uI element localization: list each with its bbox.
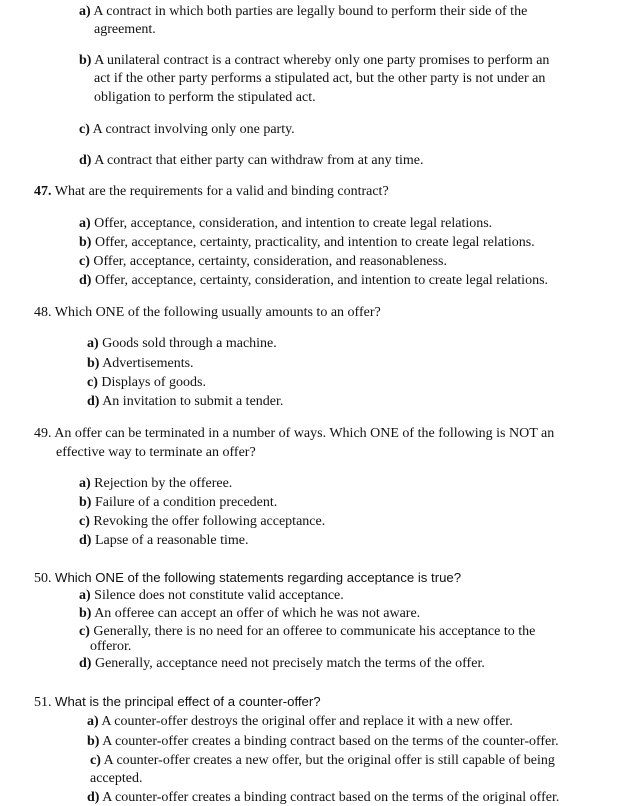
q49-option-d: d) Lapse of a reasonable time. [79,533,249,548]
q50-option-d: d) Generally, acceptance need not precisely match the terms of the offer. [79,656,485,671]
q47-option-d: d) Offer, acceptance, certainty, consideration, and intention to create legal relations. [79,273,549,288]
q46-option-d-letter: d) [79,153,92,168]
q46-option-a-line2: agreement. [94,22,156,37]
q50-option-b: b) An offeree can accept an offer of which he was not aware. [79,606,421,621]
q46-option-b-letter: b) [79,53,92,68]
q47-option-c: c) Offer, acceptance, certainty, consideration, and reasonableness. [79,254,447,269]
q48-option-a: a) Goods sold through a machine. [87,336,277,351]
q50-option-a: a) Silence does not constitute valid acceptance. [79,588,344,603]
q47-option-b: b) Offer, acceptance, certainty, practicality, and intention to create legal relations. [79,235,535,250]
q46-option-a: a) A contract in which both parties are legally bound to perform their side of the [79,4,528,19]
q50-question: 50. Which ONE of the following statements regarding acceptance is true? [34,570,462,586]
q49-question-line2: effective way to terminate an offer? [56,445,256,460]
q46-option-b-line3: obligation to perform the stipulated act. [94,90,316,105]
q51-option-d: d) A counter-offer creates a binding contract based on the terms of the original offer. [87,790,560,805]
q51-option-a: a) A counter-offer destroys the original offer and replace it with a new offer. [87,714,513,729]
q48-question: 48. Which ONE of the following usually amounts to an offer? [34,305,381,320]
q49-option-b: b) Failure of a condition precedent. [79,495,278,510]
q46-option-b-line2: act if the other party performs a stipulated act, but the other party is not under an [94,71,546,86]
q51-number: 51. [34,695,52,710]
q49-option-c: c) Revoking the offer following acceptance. [79,514,326,529]
q46-option-c: c) A contract involving only one party. [79,122,295,137]
q46-option-a-letter: a) [79,4,91,19]
q46-option-c-letter: c) [79,122,90,137]
q50-option-c: c) Generally, there is no need for an offeree to communicate his acceptance to the [79,624,536,639]
q48-option-c: c) Displays of goods. [87,375,207,390]
q51-question: 51. What is the principal effect of a counter-offer? [34,694,321,710]
q46-option-b: b) A unilateral contract is a contract whereby only one party promises to perform an [79,53,550,68]
q50-number: 50. [34,571,52,586]
q46-option-d: d) A contract that either party can withdraw from at any time. [79,153,424,168]
q51-option-c-line2: accepted. [90,771,143,786]
q48-option-d: d) An invitation to submit a tender. [87,394,284,409]
q50-option-c-line2: offeror. [90,639,132,654]
q51-option-c: c) A counter-offer creates a new offer, but the original offer is still capable of being [90,753,555,768]
q49-option-a: a) Rejection by the offeree. [79,476,233,491]
q47-number: 47. [34,184,52,199]
q47-question: 47. What are the requirements for a valid and binding contract? [34,184,389,199]
q51-option-b: b) A counter-offer creates a binding contract based on the terms of the counter-offer. [87,734,559,749]
q47-option-a: a) Offer, acceptance, consideration, and intention to create legal relations. [79,216,493,231]
q48-option-b: b) Advertisements. [87,356,194,371]
q49-question: 49. An offer can be terminated in a number of ways. Which ONE of the following is NOT an [34,426,555,441]
